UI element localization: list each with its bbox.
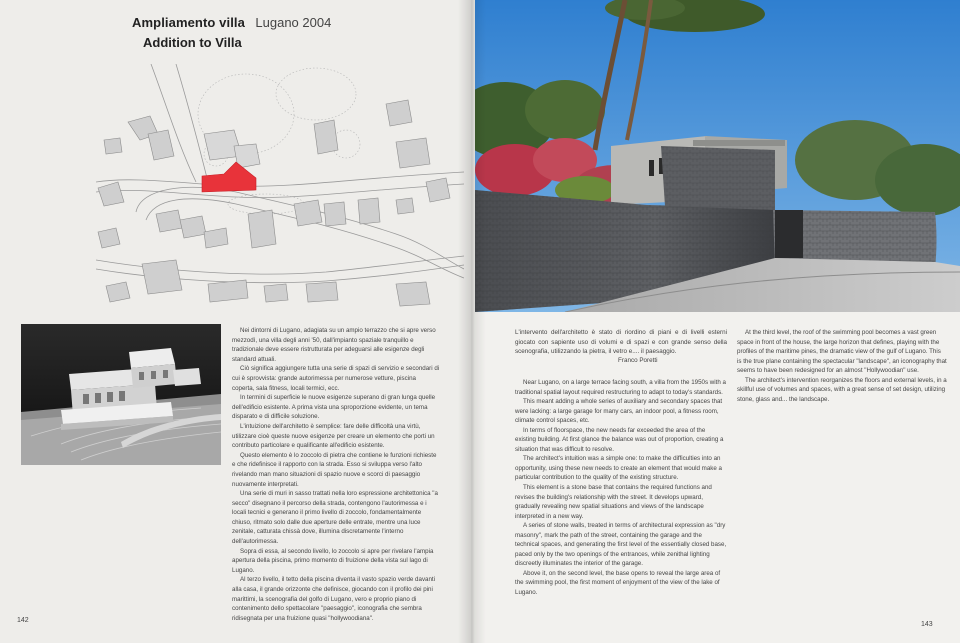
paragraph-en: This element is a stone base that contains the required functions and revises the building's relationship with the street. It develops upward, gradually revealing new spatial situations and views of the landscape interpreted in a new way. (515, 484, 712, 520)
paragraph-it: L'intuizione dell'architetto è semplice: fare delle difficoltà una virtù, utilizzare cioè queste nuove esigenze per creare un elemento che porti un contributo particolare e qualificante all'edificio esistente. (232, 422, 435, 450)
paragraph-it: Ciò significa aggiungere tutta una serie di spazi di servizio e secondari di cui è sprovvista: grande autorimessa per numerose vetture, piscina coperta, sala fitness, locali termici, ecc. (232, 365, 440, 392)
paragraph-en: The architect's intervention reorganizes the floors and external levels, in a skillful use of volumes and spaces, with a great sense of set design, utilizing stone, glass and... the landscape. (737, 376, 947, 403)
paragraph-en: Near Lugano, on a large terrace facing south, a villa from the 1950s with a traditional spatial layout required restructuring to adapt to today's standards. (515, 379, 726, 396)
title-italian: Ampliamento villa (132, 15, 245, 30)
architectural-model-photo (21, 324, 221, 465)
body-text-italian (232, 326, 440, 623)
title-english: Addition to Villa (143, 35, 242, 50)
paragraph-it: Al terzo livello, il tetto della piscina diventa il vasto spazio verde davanti alla casa, il grande orizzonte che definisce, giocando con il profilo dei pini marittimi, la scenografia del golfo di Lugano, vero e proprio piano di contenimento dello spettacolare "paesaggio", iconografia che sembra ridisegnata per una fruizione quasi "hollywoodiana". (232, 576, 436, 622)
paragraph-en: At the third level, the roof of the swimming pool becomes a vast green space in front of the house, the large horizon that defines, playing with the profiles of the maritime pines, the dramatic view of the gulf of Lugano. This is the true plane containing the spectacular "landscape", an iconography that seems to have been redesigned for an almost "Hollywoodian" use. (737, 329, 947, 375)
paragraph-en: In terms of floorspace, the new needs far exceeded the area of the existing building. At first glance the balance was out of proportion, creating a situation that was difficult to resolve. (515, 426, 724, 453)
quote-author: Franco Poretti (618, 357, 658, 364)
paragraph-it: Sopra di essa, al secondo livello, lo zoccolo si apre per rivelare l'ampia apertura della piscina, primo momento di fruizione della vista sul lago di Lugano. (232, 547, 434, 574)
body-text-english-column-1 (515, 378, 727, 598)
paragraph-en: A series of stone walls, treated in terms of architectural expression as "dry masonry", mark the path of the street, containing the garage and the technical spaces, and generating the first level of the essentially closed base, paced only by the two openings of the entrances, while zenithal lighting discreetly illuminates the interior of the garage. (515, 522, 727, 568)
paragraph-it: Nei dintorni di Lugano, adagiata su un ampio terrazzo che si apre verso mezzodì, una villa degli anni '50, dall'impianto spaziale tranquillo e tradizionale deve essere ristrutturata per adeguarsi alle esigenze degli standard attuali. (232, 327, 436, 363)
paragraph-en: Above it, on the second level, the base opens to reveal the large area of the swimming pool, the first moment of enjoyment of the view of the lake of Lugano. (515, 569, 721, 597)
paragraph-en: This meant adding a whole series of auxiliary and secondary spaces that were lacking: a large garage for many cars, an indoor pool, a fitness room, climate control spaces, etc. (515, 398, 723, 425)
page-number-left: 142 (17, 617, 29, 624)
body-text-english-column-2 (737, 328, 947, 404)
page-title (132, 14, 331, 32)
paragraph-it: Una serie di muri in sasso trattati nella loro espressione architettonica "a secco" disegnano il percorso della strada, contengono l'autorimessa e i locali tecnici e generano il primo livello di zoccolo, fondamentalmente chiuso, ritmato solo dalle due aperture delle entrate, mentre una luce zenitale, catturata chissà dove, illumina discretamente l'interno dell'autorimessa. (232, 490, 438, 546)
title-location: Lugano 2004 (255, 15, 332, 30)
architect-quote: L'intervento dell'architetto è stato di riordino di piani e di livelli esterni giocato con sapiente uso di volumi e di spazi e con grande senso della scenografia, utilizzando la pietra, il vetro e.... il paesaggio. (515, 329, 727, 356)
page-number-right: 143 (921, 621, 933, 628)
villa-photo (475, 0, 960, 312)
paragraph-it: In termini di superficie le nuove esigenze superano di gran lunga quelle dell'edificio esistente. A prima vista una sproporzione evidente, un tema disparato e di difficile soluzione. (232, 394, 436, 421)
paragraph-en: The architect's intuition was a simple one: to make the difficulties into an opportunity, using these new needs to create an element that would make a particular contribution to the quality of the existing structure. (515, 455, 722, 482)
site-plan (96, 64, 464, 312)
paragraph-it: Questo elemento è lo zoccolo di pietra che contiene le funzioni richieste e che ridefinisce il rapporto con la strada. Esso si sviluppa verso l'alto rivelando man mano situazioni di spazio nuove e scorci di paesaggio nuovamente interpretati. (232, 451, 437, 488)
